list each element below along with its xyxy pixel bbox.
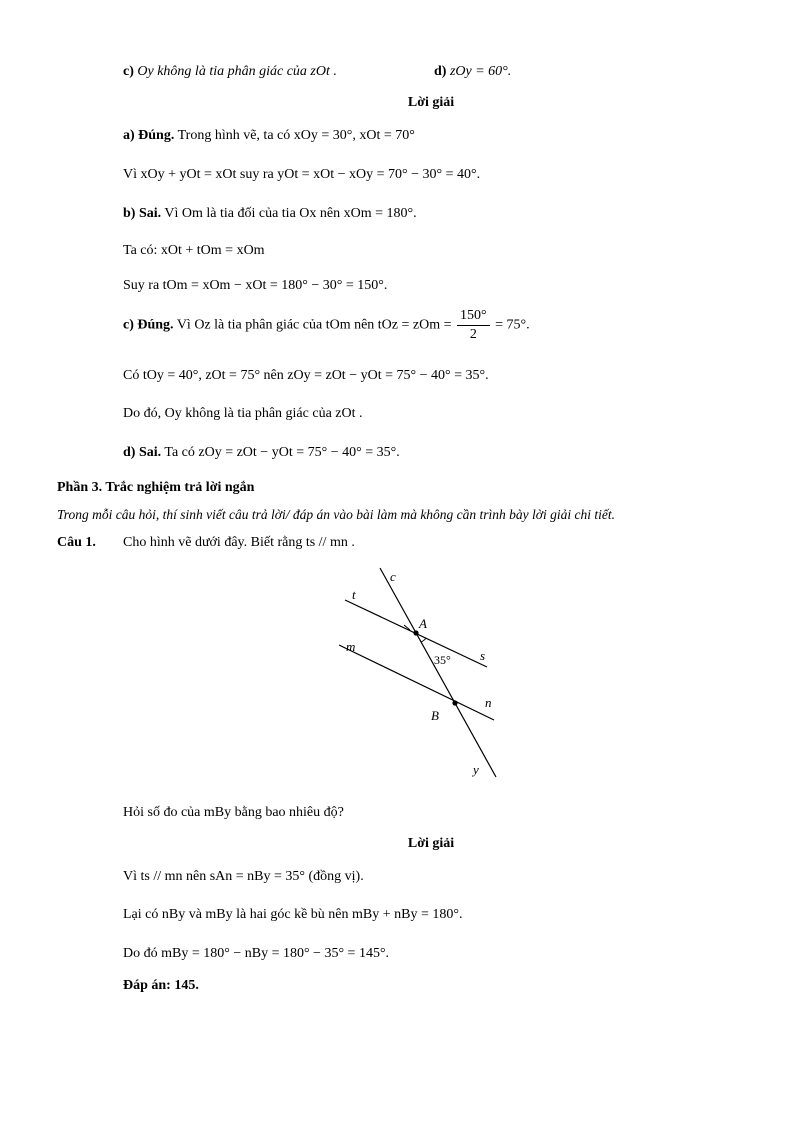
label-A: A (419, 616, 427, 631)
label-t: t (352, 587, 356, 602)
solution2-line1: Vì ts // mn nên sAn = nBy = 35° (đồng vị). (123, 869, 364, 884)
label-B: B (431, 708, 439, 723)
solution-c (123, 307, 530, 344)
option-c-label: c) (123, 64, 134, 79)
solution-a (123, 127, 415, 145)
line-c-y (380, 568, 496, 777)
solution2-line3: Do đó mBy = 180° − nBy = 180° − 35° = 145°. (123, 946, 390, 961)
solution-c-text-a: Vì Oz là tia phân giác của tOm nên tOz = zOm = (176, 317, 452, 333)
label-s: s (480, 648, 486, 663)
label-c: c (390, 569, 396, 584)
part-title: Phần 3. Trắc nghiệm trả lời ngắn (57, 480, 255, 495)
fraction (457, 307, 490, 344)
solution-c-label: c) Đúng. (123, 317, 174, 333)
label-m: m (346, 639, 356, 654)
solution-b (123, 205, 417, 223)
geometry-figure (330, 560, 510, 785)
point-A (413, 630, 418, 635)
option-d-top (434, 63, 511, 81)
line-m-n (339, 645, 494, 720)
solution-d-label: d) Sai. (123, 445, 162, 460)
fraction-numerator: 150° (457, 307, 490, 326)
option-d-label: d) (434, 64, 447, 79)
label-angle: 35° (434, 653, 451, 667)
solution-b-label: b) Sai. (123, 206, 162, 221)
solution-heading-2: Lời giải (407, 836, 455, 851)
answer: Đáp án: 145. (123, 978, 199, 993)
option-c-top (123, 63, 337, 81)
solution-c-conclusion: Do đó, Oy không là tia phân giác của zOt . (123, 406, 363, 421)
solution-b-step1: Ta có: xOt + tOm = xOm (123, 243, 265, 258)
solution-d (123, 444, 400, 462)
label-n: n (485, 695, 492, 710)
solution-c-text-b: = 75°. (495, 317, 530, 333)
solution-d-text: Ta có zOy = zOt − yOt = 75° − 40° = 35°. (164, 445, 400, 460)
fraction-denominator: 2 (469, 327, 477, 342)
angle-arc-A (421, 638, 426, 642)
solution-b-step2: Suy ra tOm = xOm − xOt = 180° − 30° = 150°. (123, 278, 388, 293)
solution-a-label: a) Đúng. (123, 128, 175, 143)
solution-c-reason: Có tOy = 40°, zOt = 75° nên zOy = zOt − yOt = 75° − 40° = 35°. (123, 368, 489, 383)
label-y: y (473, 762, 479, 777)
solution-b-text: Vì Om là tia đối của tia Ox nên xOm = 180°. (164, 206, 417, 221)
point-B (452, 700, 457, 705)
solution2-line2: Lại có nBy và mBy là hai góc kề bù nên mBy + nBy = 180°. (123, 907, 463, 922)
option-d-text: zOy = 60°. (449, 64, 512, 79)
question-text: Cho hình vẽ dưới đây. Biết rằng ts // mn . (123, 535, 355, 550)
part-instruction: Trong mỗi câu hỏi, thí sinh viết câu trả lời/ đáp án vào bài làm mà không cần trình bày lời giải chi tiết. (57, 507, 615, 522)
question-prompt: Hỏi số đo của mBy bằng bao nhiêu độ? (123, 805, 344, 820)
question-label: Câu 1. (57, 535, 96, 550)
option-c-text: Oy không là tia phân giác của zOt . (137, 64, 337, 79)
solution-a-reason: Vì xOy + yOt = xOt suy ra yOt = xOt − xOy = 70° − 30° = 40°. (123, 167, 481, 182)
solution-heading: Lời giải (407, 95, 455, 110)
solution-a-text: Trong hình vẽ, ta có xOy = 30°, xOt = 70° (177, 128, 415, 143)
